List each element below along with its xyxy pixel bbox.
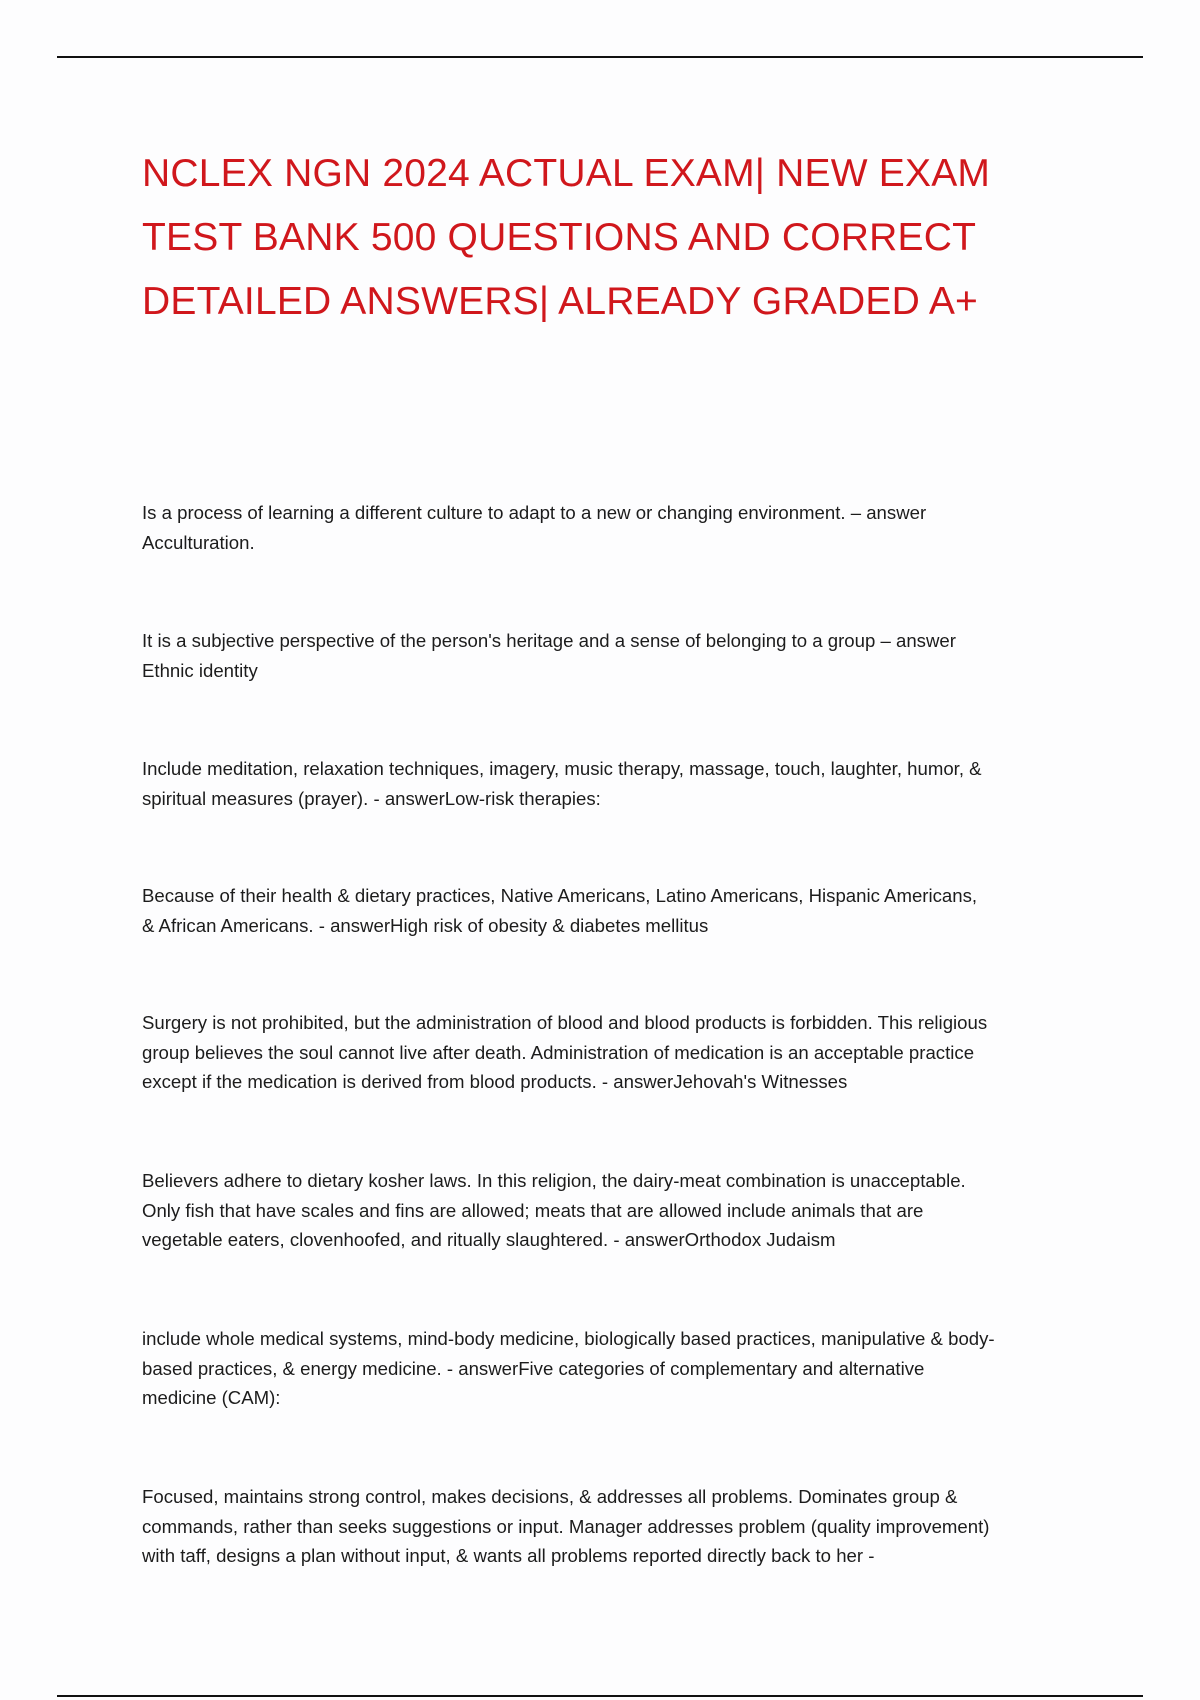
qa-line: Surgery is not prohibited, but the administration of blood and blood products is forbidden. This religious — [142, 1012, 988, 1033]
qa-entry — [142, 626, 1082, 685]
qa-line: Focused, maintains strong control, makes decisions, & addresses all problems. Dominates group & — [142, 1486, 958, 1507]
bottom-rule — [57, 1695, 1143, 1697]
qa-line: based practices, & energy medicine. - answerFive categories of complementary and alternative — [142, 1357, 925, 1379]
qa-line: medicine (CAM): — [142, 1387, 281, 1408]
qa-line: & African Americans. - answerHigh risk of obesity & diabetes mellitus — [142, 914, 709, 936]
qa-line: except if the medication is derived from blood products. - answerJehovah's Witnesses — [142, 1071, 848, 1092]
qa-entry — [142, 881, 1082, 940]
title-line: DETAILED ANSWERS| ALREADY GRADED A+ — [142, 280, 979, 323]
qa-entry — [142, 498, 1082, 557]
qa-line: include whole medical systems, mind-body medicine, biologically based practices, manipulative & body- — [142, 1328, 995, 1349]
qa-entry — [142, 1482, 1082, 1571]
title-line: TEST BANK 500 QUESTIONS AND CORRECT — [142, 216, 977, 259]
qa-line: Because of their health & dietary practices, Native Americans, Latino Americans, Hispanic Americans, — [142, 885, 978, 906]
qa-line: commands, rather than seeks suggestions or input. Manager addresses problem (quality improvement) — [142, 1515, 990, 1537]
qa-line: Acculturation. — [142, 531, 255, 553]
qa-line: vegetable eaters, clovenhoofed, and ritually slaughtered. - answerOrthodox Judaism — [142, 1229, 836, 1250]
qa-line: Only fish that have scales and fins are allowed; meats that are allowed include animals that are — [142, 1199, 924, 1221]
qa-entry — [142, 1166, 1082, 1255]
qa-entry — [142, 754, 1082, 813]
qa-line: Is a process of learning a different culture to adapt to a new or changing environment. – answer — [142, 502, 927, 523]
qa-line: group believes the soul cannot live after death. Administration of medication is an acceptable practice — [142, 1041, 975, 1063]
qa-line: Ethnic identity — [142, 659, 258, 681]
qa-line: with taff, designs a plan without input, & wants all problems reported directly back to her - — [142, 1545, 875, 1566]
qa-entry — [142, 1324, 1082, 1413]
qa-line: It is a subjective perspective of the person's heritage and a sense of belonging to a group – answer — [142, 630, 956, 651]
top-rule — [57, 56, 1143, 58]
qa-line: Include meditation, relaxation techniques, imagery, music therapy, massage, touch, laughter, humor, & — [142, 758, 982, 779]
qa-line: spiritual measures (prayer). - answerLow-risk therapies: — [142, 787, 601, 809]
title-line: NCLEX NGN 2024 ACTUAL EXAM| NEW EXAM — [142, 152, 991, 195]
document-title — [142, 142, 1102, 334]
qa-line: Believers adhere to dietary kosher laws. In this religion, the dairy-meat combination is unacceptable. — [142, 1170, 966, 1191]
qa-entry — [142, 1008, 1082, 1097]
